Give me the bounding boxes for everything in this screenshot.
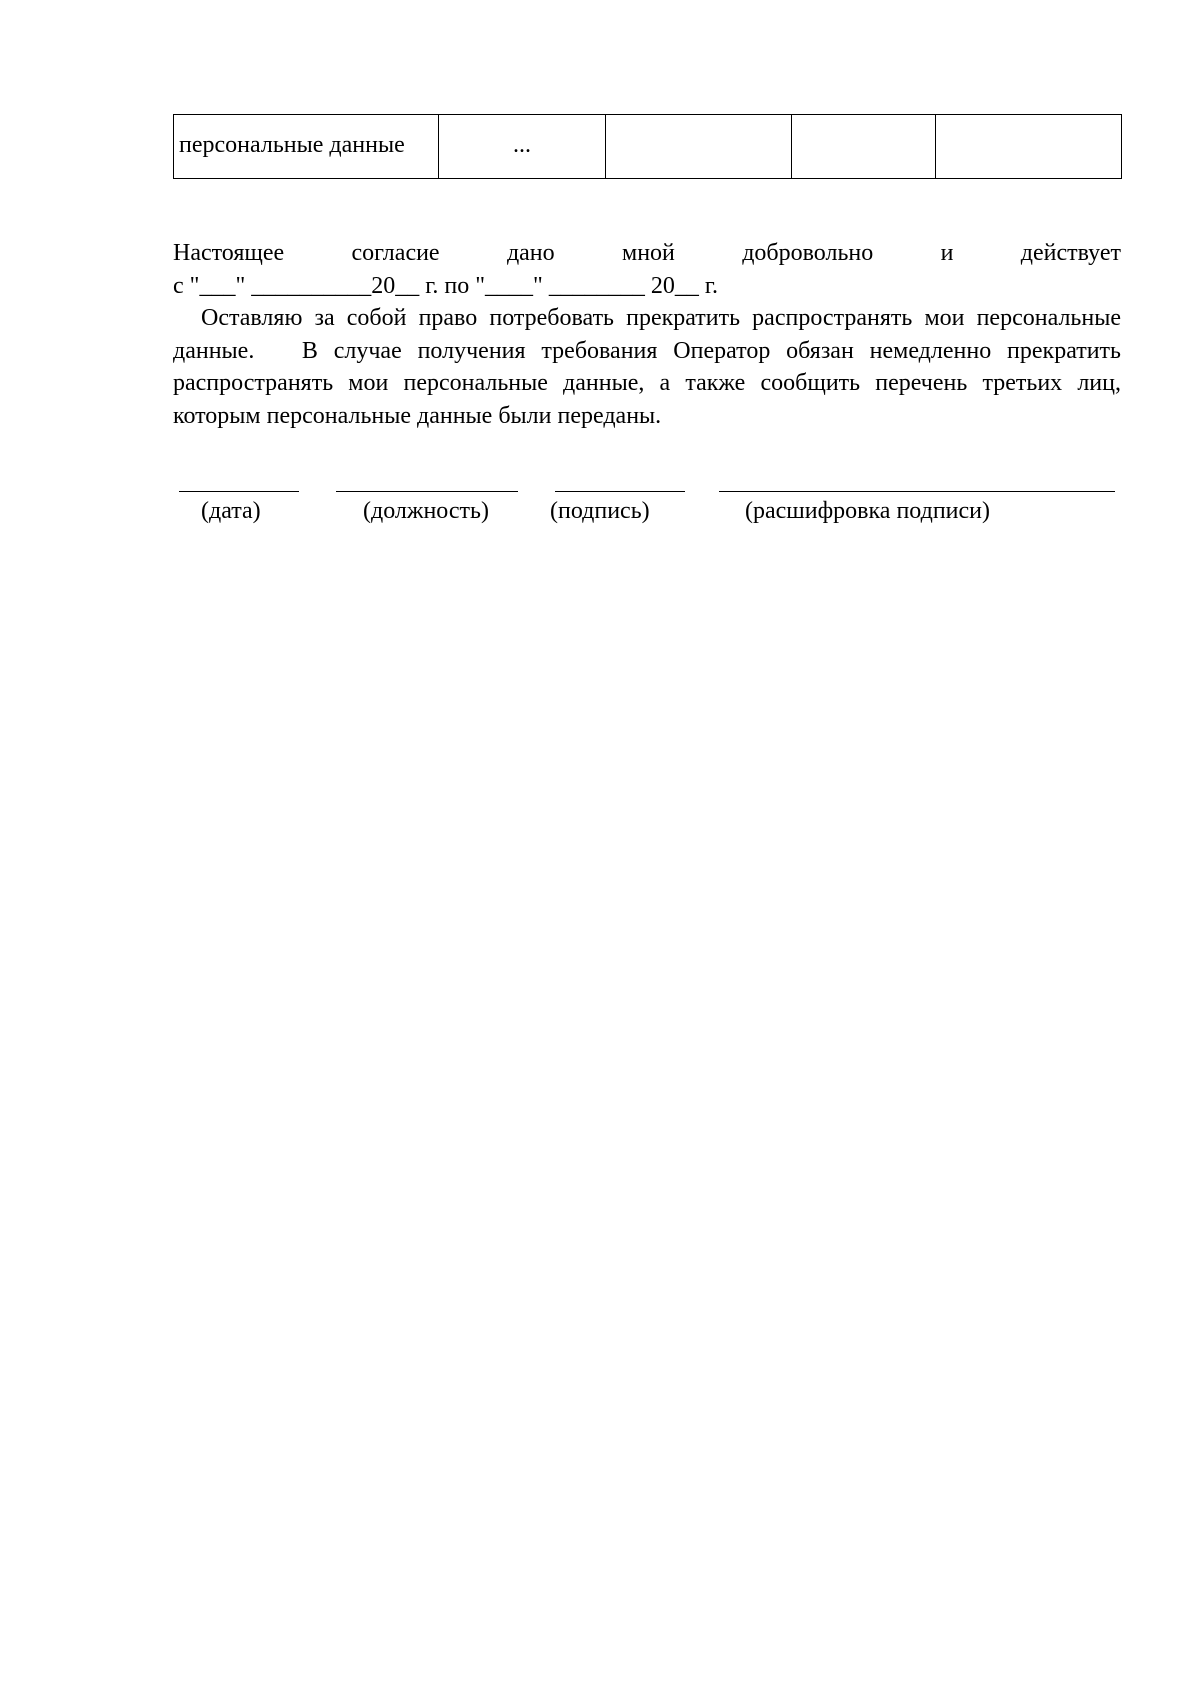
consent-word: и [940,240,954,266]
consent-word: согласие [351,240,440,266]
consent-word: добровольно [742,240,874,266]
date-label: (дата) [201,498,261,524]
signature-label: (подпись) [550,498,650,524]
date-line [179,491,299,492]
withdrawal-rights-paragraph: Оставляю за собой право потребовать прекратить распространять мои персональные данные. В случае получения требования Оператор обязан немедленно прекратить распространять мои персональные данные, а также сообщить перечень третьих лиц, которым персональные данные были переданы. [173,305,1139,429]
consent-validity-line [173,237,1121,270]
position-line [336,491,518,492]
personal-data-table [173,114,1122,179]
consent-word: Настоящее [173,240,285,266]
signature-lines [173,463,1121,495]
table-cell-empty [936,115,1122,179]
table-cell-empty [792,115,936,179]
consent-word: мной [622,240,675,266]
position-label: (должность) [363,498,489,524]
table-cell-empty [606,115,792,179]
name-decoding-line [719,491,1115,492]
consent-validity-paragraph [173,237,1121,302]
table-cell-details: ... [439,115,606,179]
consent-word: дано [506,240,555,266]
table-cell-category: персональные данные [174,115,439,179]
signature-line [555,491,685,492]
table-row [174,115,1122,179]
consent-word: действует [1020,240,1121,266]
signature-labels [173,498,1121,530]
name-decoding-label: (расшифровка подписи) [745,498,990,524]
consent-date-range: с "___" __________20__ г. по "____" ________ 20__ г. [173,272,718,299]
